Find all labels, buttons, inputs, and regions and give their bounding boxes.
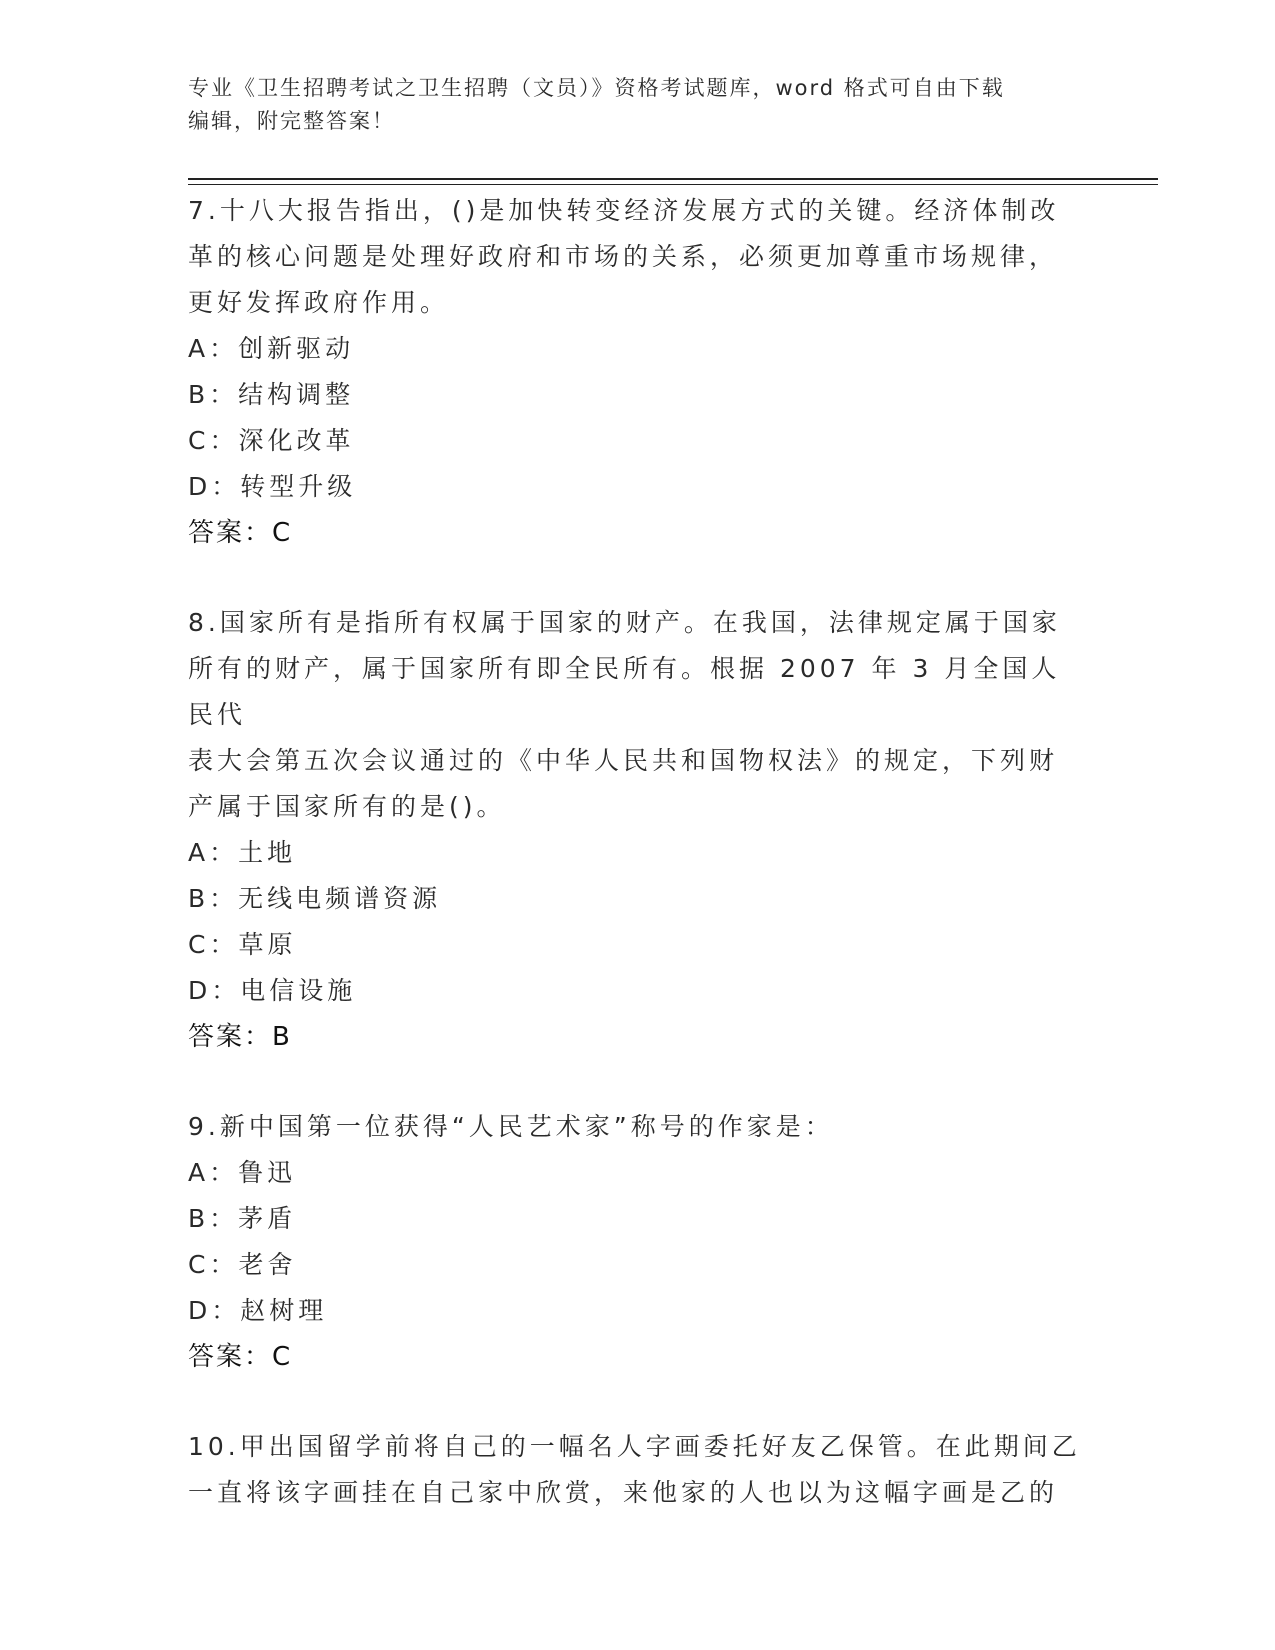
question-list <box>188 188 1088 1560</box>
question-10 <box>188 1424 1088 1516</box>
header-line-1: 专业《卫生招聘考试之卫生招聘（文员）》资格考试题库，word 格式可自由下载 <box>188 76 1005 100</box>
question-stem-line: 8.国家所有是指所有权属于国家的财产。在我国，法律规定属于国家 <box>188 608 1061 637</box>
option-d: D：转型升级 <box>188 472 357 501</box>
question-stem-line: 更好发挥政府作用。 <box>188 288 450 317</box>
header-divider-thick <box>188 178 1158 180</box>
option-b: B：无线电频谱资源 <box>188 884 442 913</box>
question-9 <box>188 1104 1088 1380</box>
question-8 <box>188 600 1088 1060</box>
question-7 <box>188 188 1088 556</box>
header-divider-thin <box>188 184 1158 185</box>
question-stem-line: 7.十八大报告指出，()是加快转变经济发展方式的关键。经济体制改 <box>188 196 1060 225</box>
question-stem-line: 一直将该字画挂在自己家中欣赏，来他家的人也以为这幅字画是乙的 <box>188 1478 1059 1507</box>
document-header <box>188 72 1068 138</box>
question-stem-line: 产属于国家所有的是()。 <box>188 792 506 821</box>
header-line-2: 编辑，附完整答案！ <box>188 109 395 133</box>
option-d: D：赵树理 <box>188 1296 328 1325</box>
answer-label: 答案：C <box>188 518 293 548</box>
option-a: A：创新驱动 <box>188 334 355 363</box>
question-stem-line: 革的核心问题是处理好政府和市场的关系，必须更加尊重市场规律， <box>188 242 1059 271</box>
option-c: C：草原 <box>188 930 297 959</box>
question-stem-line: 所有的财产，属于国家所有即全民所有。根据 2007 年 3 月全国人民代 <box>188 654 1061 729</box>
question-stem-line: 表大会第五次会议通过的《中华人民共和国物权法》的规定，下列财 <box>188 746 1059 775</box>
option-b: B：结构调整 <box>188 380 355 409</box>
question-stem-line: 9.新中国第一位获得“人民艺术家”称号的作家是： <box>188 1112 834 1141</box>
option-d: D：电信设施 <box>188 976 357 1005</box>
option-c: C：深化改革 <box>188 426 355 455</box>
option-b: B：茅盾 <box>188 1204 297 1233</box>
option-c: C：老舍 <box>188 1250 297 1279</box>
answer-label: 答案：B <box>188 1022 292 1052</box>
question-stem-line: 10.甲出国留学前将自己的一幅名人字画委托好友乙保管。在此期间乙 <box>188 1432 1081 1461</box>
option-a: A：土地 <box>188 838 297 867</box>
answer-label: 答案：C <box>188 1342 293 1372</box>
option-a: A：鲁迅 <box>188 1158 297 1187</box>
